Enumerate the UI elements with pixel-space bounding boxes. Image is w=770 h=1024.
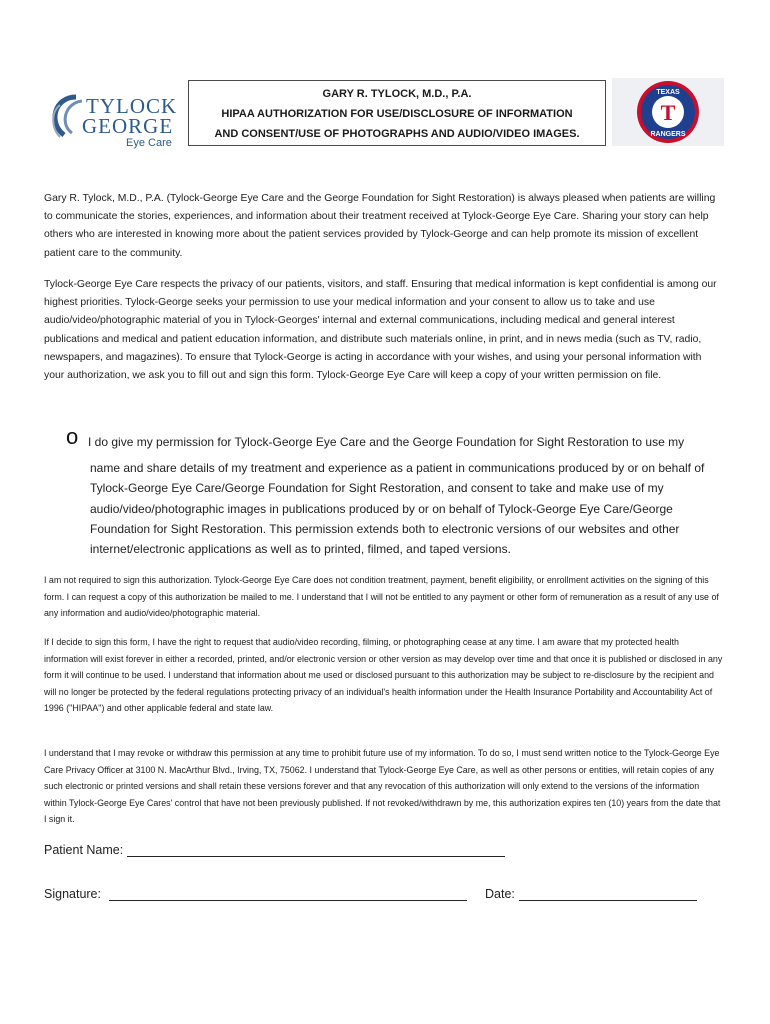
logo-text-eyecare: Eye Care [126, 137, 172, 149]
signature-label: Signature: [44, 887, 101, 901]
signature-field[interactable] [109, 886, 467, 901]
emblem-text-bottom: RANGERS [650, 131, 686, 138]
consent-line-1: I do give my permission for Tylock-George Eye Care and the George Foundation for Sight Restoration to use my [88, 435, 685, 449]
consent-rest: name and share details of my treatment and experience as a patient in communications produced by or on behalf of Tylock-George Eye Care/George Foundation for Sight Restoration, and consent to take and make use of my audio/video/photographic images in publications produced by or on behalf of Tylock-George Eye Care/George Foundation for Sight Restoration. This permission extends both to electronic versions of our websites and other internet/electronic applications as well as to printed, filmed, and taped versions. [90, 461, 705, 557]
rights-notice: If I decide to sign this form, I have the right to request that audio/video recording, filming, or photographing cease at any time. I am aware that my protected health information will exist forever in either a recorded, printed, and/or electronic version or other version as may develop over time and that once it is published or disclosed in any form it will continue to be used. I understand that information about me used or disclosed pursuant to this authorization may be subject to re-disclosure by the recipient and will no longer be protected by the federal regulations protecting privacy of an individual's health information under the Health Insurance Portability and Accountability Act of 1996 ("HIPAA") and other applicable federal and state law. [44, 637, 723, 714]
document-title-box [188, 80, 606, 146]
emblem-text-top: TEXAS [656, 89, 680, 96]
logo-text-george: GEORGE [82, 114, 174, 138]
title-line-2: HIPAA AUTHORIZATION FOR USE/DISCLOSURE OF INFORMATION [221, 108, 573, 120]
date-label: Date: [485, 887, 515, 901]
patient-name-label: Patient Name: [44, 843, 124, 857]
date-row [485, 886, 697, 901]
title-line-3: AND CONSENT/USE OF PHOTOGRAPHS AND AUDIO/VIDEO IMAGES. [214, 128, 580, 140]
signature-row [44, 886, 467, 901]
consent-radio[interactable]: o [66, 424, 79, 449]
texas-rangers-emblem [612, 78, 724, 146]
emblem-letter: T [660, 100, 676, 125]
intro-paragraph: Gary R. Tylock, M.D., P.A. (Tylock-George Eye Care and the George Foundation for Sight Restoration) is always pleased when patients are willing to communicate the stories, experiences, and information about their treatment received at Tylock-George Eye Care. Sharing your story can help others who are interested in knowing more about the patient services provided by Tylock-George and can help promote its mission of excellent patient care to the community. [44, 193, 716, 259]
logo-text-tylock: TYLOCK [86, 94, 178, 118]
authorization-notice: I am not required to sign this authorization. Tylock-George Eye Care does not condition treatment, payment, benefit eligibility, or enrollment activities on the signing of this form. I can request a copy of this authorization be mailed to me. I understand that I will not be entitled to any payment or other form of remuneration as a result of any use of any information and audio/video/photographic material. [44, 575, 719, 619]
privacy-paragraph: Tylock-George Eye Care respects the privacy of our patients, visitors, and staff. Ensuring that medical information is kept confidential is among our highest priorities. Tylock-George seeks your permission to use your medical information and your consent to allow us to take and use audio/video/photographic material of you in Tylock-Georges' internal and external communications, including medical and general interest publications and medical and patient education information, and distribute such materials online, in print, and in news media (such as TV, radio, newspapers, and magazines). To ensure that Tylock-George is acting in accordance with your wishes, and using your personal information with your authorization, we ask you to fill out and sign this form. Tylock-George Eye Care will keep a copy of your written permission on file. [44, 279, 717, 382]
patient-name-field[interactable] [127, 842, 505, 857]
date-field[interactable] [519, 886, 697, 901]
tylock-george-logo [46, 83, 188, 151]
consent-statement [90, 432, 730, 559]
revocation-notice: I understand that I may revoke or withdraw this permission at any time to prohibit future use of my information. To do so, I must send written notice to the Tylock-George Eye Care Privacy Officer at 3100 N. MacArthur Blvd., Irving, TX, 75062. I understand that Tylock-George Eye Care, as well as other persons or entities, will retain copies of any such electronic or printed versions and shall retain these versions forever and that any revocation of this authorization will only extend to the versions of the information within Tylock-George Eye Cares' control that have not been previously published. If not revoked/withdrawn by me, this authorization expires ten (10) years from the date that I sign it. [44, 748, 721, 825]
title-line-1: GARY R. TYLOCK, M.D., P.A. [322, 88, 472, 100]
patient-name-row [44, 842, 505, 857]
